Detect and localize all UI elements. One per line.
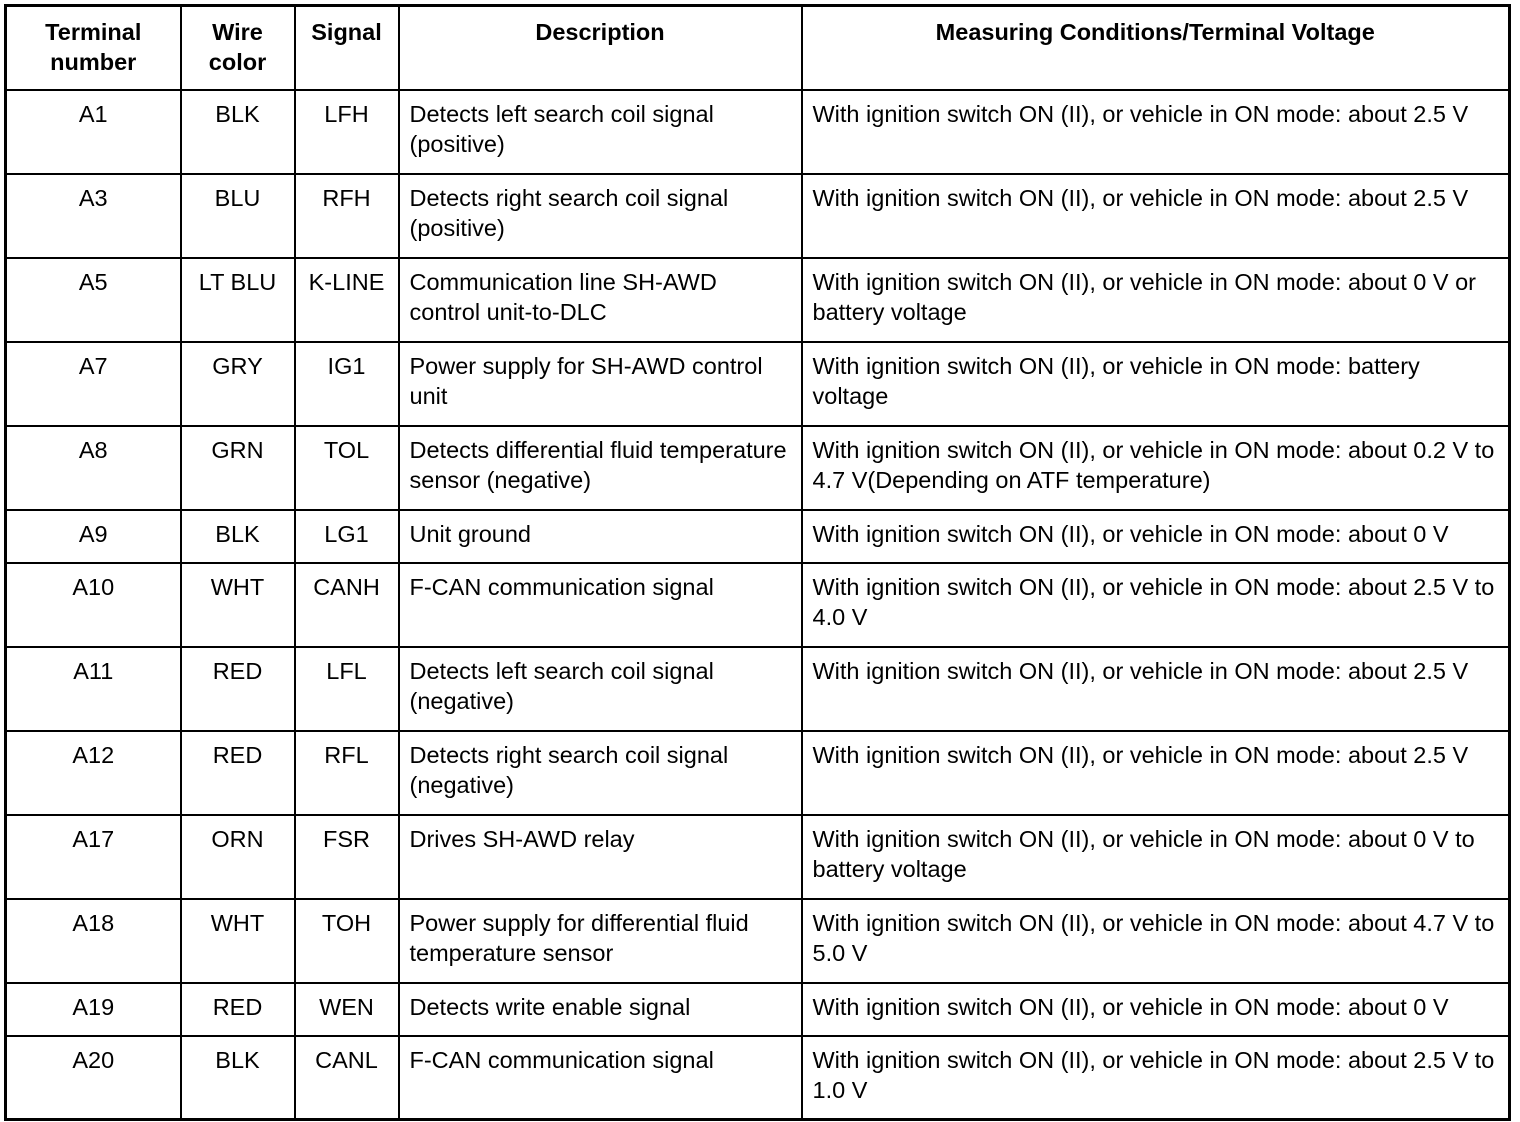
- table-body: [6, 90, 1510, 1120]
- wire-color-cell: BLK: [181, 1036, 295, 1120]
- terminal-table: [4, 4, 1511, 1121]
- terminal-number-cell: A3: [6, 174, 181, 258]
- wire-color-cell: RED: [181, 647, 295, 731]
- signal-cell: LG1: [295, 510, 399, 563]
- measuring-conditions-cell: With ignition switch ON (II), or vehicle in ON mode: about 2.5 V: [802, 731, 1510, 815]
- table-row: [6, 731, 1510, 815]
- table-row: [6, 815, 1510, 899]
- terminal-number-cell: A5: [6, 258, 181, 342]
- header-row: [6, 6, 1510, 90]
- description-cell: Power supply for differential fluid temperature sensor: [399, 899, 802, 983]
- table-row: [6, 563, 1510, 647]
- description-cell: Detects left search coil signal (negative): [399, 647, 802, 731]
- table-row: [6, 174, 1510, 258]
- wire-color-cell: WHT: [181, 563, 295, 647]
- wire-color-cell: BLK: [181, 510, 295, 563]
- signal-cell: LFH: [295, 90, 399, 174]
- signal-cell: FSR: [295, 815, 399, 899]
- header-terminal-number: Terminal number: [6, 6, 181, 90]
- table-row: [6, 510, 1510, 563]
- terminal-number-cell: A19: [6, 983, 181, 1036]
- wire-color-cell: BLK: [181, 90, 295, 174]
- header-wire-color: Wire color: [181, 6, 295, 90]
- table-row: [6, 342, 1510, 426]
- description-cell: Detects write enable signal: [399, 983, 802, 1036]
- signal-cell: TOL: [295, 426, 399, 510]
- signal-cell: WEN: [295, 983, 399, 1036]
- wire-color-cell: ORN: [181, 815, 295, 899]
- description-cell: Detects differential fluid temperature sensor (negative): [399, 426, 802, 510]
- table-row: [6, 983, 1510, 1036]
- measuring-conditions-cell: With ignition switch ON (II), or vehicle in ON mode: about 0 V: [802, 510, 1510, 563]
- header-description: Description: [399, 6, 802, 90]
- wire-color-cell: GRN: [181, 426, 295, 510]
- measuring-conditions-cell: With ignition switch ON (II), or vehicle in ON mode: about 0 V: [802, 983, 1510, 1036]
- signal-cell: RFH: [295, 174, 399, 258]
- description-cell: F-CAN communication signal: [399, 563, 802, 647]
- measuring-conditions-cell: With ignition switch ON (II), or vehicle in ON mode: about 2.5 V: [802, 174, 1510, 258]
- table-header: [6, 6, 1510, 90]
- description-cell: Drives SH-AWD relay: [399, 815, 802, 899]
- terminal-number-cell: A11: [6, 647, 181, 731]
- measuring-conditions-cell: With ignition switch ON (II), or vehicle in ON mode: about 0.2 V to 4.7 V(Depending on ATF temperature): [802, 426, 1510, 510]
- measuring-conditions-cell: With ignition switch ON (II), or vehicle in ON mode: about 2.5 V to 1.0 V: [802, 1036, 1510, 1120]
- terminal-number-cell: A7: [6, 342, 181, 426]
- terminal-number-cell: A20: [6, 1036, 181, 1120]
- table-row: [6, 899, 1510, 983]
- header-measuring-conditions: Measuring Conditions/Terminal Voltage: [802, 6, 1510, 90]
- terminal-number-cell: A18: [6, 899, 181, 983]
- wire-color-cell: RED: [181, 731, 295, 815]
- table-row: [6, 426, 1510, 510]
- measuring-conditions-cell: With ignition switch ON (II), or vehicle in ON mode: about 2.5 V: [802, 647, 1510, 731]
- signal-cell: K-LINE: [295, 258, 399, 342]
- terminal-number-cell: A10: [6, 563, 181, 647]
- measuring-conditions-cell: With ignition switch ON (II), or vehicle in ON mode: about 2.5 V: [802, 90, 1510, 174]
- description-cell: Detects right search coil signal (negative): [399, 731, 802, 815]
- terminal-number-cell: A9: [6, 510, 181, 563]
- header-signal: Signal: [295, 6, 399, 90]
- description-cell: Unit ground: [399, 510, 802, 563]
- description-cell: Detects left search coil signal (positive): [399, 90, 802, 174]
- table-row: [6, 647, 1510, 731]
- table-row: [6, 90, 1510, 174]
- signal-cell: LFL: [295, 647, 399, 731]
- signal-cell: TOH: [295, 899, 399, 983]
- terminal-number-cell: A12: [6, 731, 181, 815]
- description-cell: F-CAN communication signal: [399, 1036, 802, 1120]
- terminal-number-cell: A8: [6, 426, 181, 510]
- terminal-number-cell: A17: [6, 815, 181, 899]
- wire-color-cell: BLU: [181, 174, 295, 258]
- wire-color-cell: WHT: [181, 899, 295, 983]
- description-cell: Detects right search coil signal (positive): [399, 174, 802, 258]
- signal-cell: CANH: [295, 563, 399, 647]
- wire-color-cell: RED: [181, 983, 295, 1036]
- table-row: [6, 258, 1510, 342]
- description-cell: Power supply for SH-AWD control unit: [399, 342, 802, 426]
- signal-cell: CANL: [295, 1036, 399, 1120]
- measuring-conditions-cell: With ignition switch ON (II), or vehicle in ON mode: about 2.5 V to 4.0 V: [802, 563, 1510, 647]
- terminal-number-cell: A1: [6, 90, 181, 174]
- signal-cell: IG1: [295, 342, 399, 426]
- table-row: [6, 1036, 1510, 1120]
- measuring-conditions-cell: With ignition switch ON (II), or vehicle in ON mode: about 0 V or battery voltage: [802, 258, 1510, 342]
- description-cell: Communication line SH-AWD control unit-to-DLC: [399, 258, 802, 342]
- wire-color-cell: LT BLU: [181, 258, 295, 342]
- measuring-conditions-cell: With ignition switch ON (II), or vehicle in ON mode: about 0 V to battery voltage: [802, 815, 1510, 899]
- measuring-conditions-cell: With ignition switch ON (II), or vehicle in ON mode: about 4.7 V to 5.0 V: [802, 899, 1510, 983]
- wire-color-cell: GRY: [181, 342, 295, 426]
- measuring-conditions-cell: With ignition switch ON (II), or vehicle in ON mode: battery voltage: [802, 342, 1510, 426]
- signal-cell: RFL: [295, 731, 399, 815]
